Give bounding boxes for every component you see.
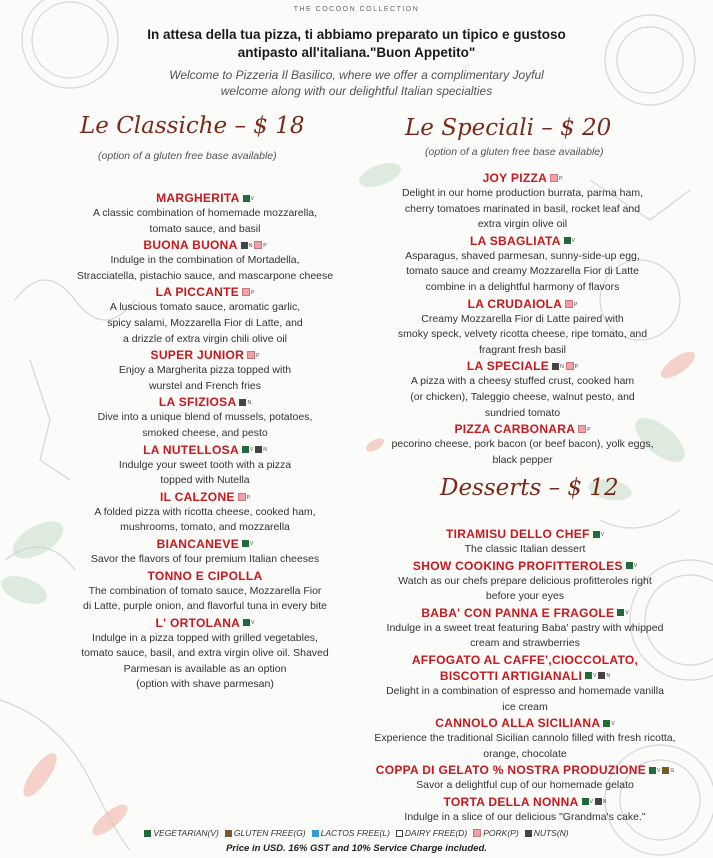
diet-square-icon	[238, 493, 246, 501]
legend-square-icon	[525, 830, 532, 837]
diet-square-icon	[603, 720, 610, 727]
legend-item	[225, 828, 306, 838]
menu-item-name-row	[365, 605, 685, 621]
menu-item-name: LA PICCANTE	[155, 285, 240, 300]
menu-item-description: Watch as our chefs prepare delicious profitteroles right	[398, 574, 652, 587]
menu-item-name: L' ORTOLANA	[155, 615, 241, 630]
menu-item-description: tomato sauce, basil, and extra virgin olive oil. Shaved	[81, 647, 329, 660]
diet-square-icon	[247, 351, 255, 359]
desserts-menu	[365, 526, 685, 826]
menu-item-name: LA SBAGLIATA	[469, 233, 561, 248]
menu-item-tags	[242, 288, 254, 296]
menu-item-tags	[565, 300, 577, 308]
diet-tag-p: P	[566, 362, 578, 370]
diet-tag-v: V	[626, 562, 637, 569]
menu-item-tags	[239, 399, 251, 406]
diet-tag-v: V	[649, 767, 660, 774]
menu-item-name: TORTA DELLA NONNA	[443, 794, 579, 809]
legend-label: LACTOS FREE(L)	[320, 828, 390, 838]
menu-item-description: (option with shave parmesan)	[136, 678, 274, 691]
diet-tag-g: G	[662, 767, 674, 774]
diet-tag-n: N	[595, 798, 607, 805]
menu-item-description: A pizza with a cheesy stuffed crust, cooked ham	[410, 375, 635, 388]
menu-item-tags	[578, 425, 590, 433]
diet-tag-p: P	[254, 241, 266, 249]
diet-tag-n: N	[552, 363, 564, 370]
diet-tag-v: V	[582, 798, 593, 805]
menu-item-description: smoky speck, velvety ricotta cheese, ripe tomato, and	[397, 328, 648, 341]
diet-tag-v: V	[243, 195, 254, 202]
menu-item-tags	[626, 562, 637, 569]
legend-label: NUTS(N)	[533, 828, 569, 838]
menu-item-tags	[649, 767, 674, 774]
menu-item-description: smoked cheese, and pesto	[142, 426, 268, 439]
menu-item-tags	[617, 609, 628, 616]
legend-square-icon	[473, 829, 481, 837]
menu-item-name: LA SFIZIOSA	[158, 395, 237, 410]
diet-square-icon	[578, 425, 586, 433]
intro-english: Welcome to Pizzeria Il Basilico, where we offer a complimentary Joyful welcome along with our delightful Italian specialties	[169, 68, 544, 98]
menu-item-tags	[242, 446, 267, 453]
menu-item-name-row	[370, 170, 675, 186]
menu-item-description: cherry tomatoes marinated in basil, rocket leaf and	[404, 202, 641, 215]
menu-item-name-row	[365, 652, 685, 668]
menu-item-description: Delight in our home production burrata, parma ham,	[401, 187, 644, 199]
diet-tag-v: V	[564, 237, 575, 244]
diet-square-icon	[582, 798, 589, 805]
diet-tag-n: N	[239, 399, 251, 406]
menu-item-description: wurstel and French fries	[148, 379, 262, 392]
legend-item	[144, 828, 219, 838]
menu-item-tags	[582, 798, 607, 805]
diet-square-icon	[649, 767, 656, 774]
dietary-legend	[0, 828, 713, 838]
diet-tag-v: V	[242, 540, 253, 547]
menu-item-name: TIRAMISU DELLO CHEF	[445, 527, 590, 541]
legend-item	[525, 828, 569, 838]
menu-item-description: A luscious tomato sauce, aromatic garlic,	[109, 301, 301, 314]
diet-square-icon	[598, 672, 605, 679]
menu-item-name: BIANCANEVE	[156, 536, 239, 551]
menu-item-description: combine in a delightful harmony of flavors	[425, 280, 620, 293]
legend-item	[312, 828, 390, 838]
menu-item-tags	[564, 237, 575, 244]
diet-square-icon	[552, 363, 559, 370]
menu-item-description: pecorino cheese, pork bacon (or beef bacon), yolk eggs,	[391, 438, 654, 451]
diet-tag-v: V	[243, 619, 254, 626]
diet-square-icon	[241, 242, 248, 249]
menu-item-description: Stracciatella, pistachio sauce, and mascarpone cheese	[76, 269, 334, 282]
classiche-note: (option of a gluten free base available)	[98, 150, 277, 162]
menu-item-tags	[243, 195, 254, 202]
menu-item-description: Indulge in a sweet treat featuring Baba' pastry with whipped	[386, 621, 664, 634]
legend-label: VEGETARIAN(V)	[153, 828, 219, 838]
menu-item-name-row	[70, 394, 340, 410]
menu-item-name: IL CALZONE	[159, 489, 235, 504]
diet-square-icon	[243, 195, 250, 202]
menu-item-description: orange, chocolate	[483, 747, 567, 760]
diet-square-icon	[254, 241, 262, 249]
menu-item-description: (or chicken), Taleggio cheese, walnut pesto, and	[410, 390, 635, 403]
menu-item-description: di Latte, purple onion, and flavorful tuna in every bite	[83, 600, 327, 613]
diet-tag-v: V	[617, 609, 628, 616]
speciali-note: (option of a gluten free base available)	[425, 146, 604, 158]
menu-item-description: sundried tomato	[484, 406, 561, 419]
menu-item-name: MARGHERITA	[156, 191, 240, 205]
diet-tag-p: P	[565, 300, 577, 308]
menu-item-name-row	[70, 442, 340, 458]
menu-item-name: COPPA DI GELATO % NOSTRA PRODUZIONE	[375, 763, 647, 778]
speciali-title: Le Speciali – $ 20	[405, 115, 612, 141]
menu-item-description: Indulge in the combination of Mortadella,	[110, 254, 300, 267]
menu-item-name-row	[70, 568, 340, 584]
diet-square-icon	[242, 540, 249, 547]
menu-item-description: ice cream	[502, 700, 548, 713]
menu-item-name: BUONA BUONA	[143, 238, 238, 253]
menu-item-description: Experience the traditional Sicilian cannolo filled with fresh ricotta,	[374, 732, 676, 745]
legend-square-icon	[312, 830, 319, 837]
diet-square-icon	[626, 562, 633, 569]
legend-label: DAIRY FREE(D)	[404, 828, 468, 838]
menu-item-name-row	[70, 347, 340, 363]
menu-item-description: topped with Nutella	[160, 474, 250, 487]
diet-tag-v: V	[242, 446, 253, 453]
menu-item-tags	[247, 351, 259, 359]
menu-item-name-row	[70, 615, 340, 631]
diet-tag-n: N	[241, 242, 253, 249]
menu-item-description: before your eyes	[485, 590, 565, 603]
menu-item-description: extra virgin olive oil	[477, 218, 568, 231]
legend-label: PORK(P)	[483, 828, 519, 838]
menu-item-name-row	[70, 237, 340, 253]
menu-item-description: tomato sauce and creamy Mozzarella Fior di Latte	[406, 265, 639, 278]
legend-label: GLUTEN FREE(G)	[233, 828, 306, 838]
menu-item-description: The classic Italian dessert	[464, 543, 586, 555]
menu-item-tags	[603, 720, 614, 727]
menu-item-name-row	[365, 794, 685, 810]
menu-item-description: black pepper	[492, 453, 553, 466]
menu-item-tags	[241, 241, 267, 249]
menu-item-tags	[242, 540, 253, 547]
menu-item-description: Parmesan is available as an option	[123, 662, 287, 675]
menu-item-name-row	[370, 421, 675, 437]
menu-item-name: TONNO E CIPOLLA	[147, 568, 263, 583]
menu-item-description: Savor the flavors of four premium Italian cheeses	[90, 552, 320, 565]
diet-tag-p: P	[550, 174, 562, 182]
menu-item-description: tomato sauce, and basil	[149, 222, 261, 235]
diet-square-icon	[585, 672, 592, 679]
diet-tag-p: P	[238, 493, 250, 501]
menu-item-tags	[552, 362, 578, 370]
menu-item-name: LA CRUDAIOLA	[467, 296, 563, 311]
menu-item-description: Indulge in a pizza topped with grilled vegetables,	[92, 631, 318, 644]
menu-item-tags	[550, 174, 562, 182]
menu-item-description: Indulge in a slice of our delicious "Grandma's cake."	[404, 810, 646, 823]
diet-tag-p: P	[578, 425, 590, 433]
diet-square-icon	[564, 237, 571, 244]
menu-item-description: Indulge your sweet tooth with a pizza	[118, 458, 292, 471]
menu-item-name-row	[365, 668, 685, 684]
diet-tag-p: P	[247, 351, 259, 359]
diet-square-icon	[617, 609, 624, 616]
diet-square-icon	[593, 531, 600, 538]
menu-item-name: SUPER JUNIOR	[150, 348, 245, 363]
menu-item-name: CANNOLO ALLA SICILIANA	[435, 716, 601, 731]
menu-item-description: Delight in a combination of espresso and homemade vanilla	[386, 684, 664, 697]
menu-item-name-row	[370, 233, 675, 249]
menu-item-name: BISCOTTI ARTIGIANALI	[439, 668, 583, 683]
menu-item-description: The combination of tomato sauce, Mozzarella Fior	[88, 584, 322, 597]
diet-tag-v: V	[593, 531, 604, 538]
legend-square-icon	[396, 830, 403, 837]
menu-item-tags	[585, 672, 610, 679]
menu-item-name-row	[70, 536, 340, 552]
menu-item-name-row	[365, 715, 685, 731]
menu-item-tags	[238, 493, 250, 501]
diet-square-icon	[243, 619, 250, 626]
menu-item-description: A folded pizza with ricotta cheese, cooked ham,	[94, 505, 316, 518]
menu-item-description: A classic combination of homemade mozzarella,	[92, 207, 318, 219]
diet-square-icon	[595, 798, 602, 805]
diet-square-icon	[566, 362, 574, 370]
diet-square-icon	[242, 446, 249, 453]
diet-square-icon	[239, 399, 246, 406]
desserts-title: Desserts – $ 12	[440, 475, 619, 501]
legend-square-icon	[225, 830, 232, 837]
classiche-title: Le Classiche – $ 18	[80, 113, 305, 139]
menu-item-tags	[593, 531, 604, 538]
menu-item-description: mushrooms, tomato, and mozzarella	[120, 521, 290, 534]
price-footer: Price in USD. 16% GST and 10% Service Charge included.	[226, 843, 487, 854]
menu-item-name-row	[365, 762, 685, 778]
menu-item-name-row	[365, 526, 685, 542]
diet-tag-n: N	[255, 446, 267, 453]
diet-square-icon	[242, 288, 250, 296]
intro-italian: In attesa della tua pizza, ti abbiamo preparato un tipico e gustoso antipasto all'italiana."Buon Appetito"	[147, 27, 566, 60]
diet-square-icon	[565, 300, 573, 308]
menu-item-description: a drizzle of extra virgin chili olive oil	[123, 332, 287, 345]
menu-item-name: JOY PIZZA	[482, 171, 548, 185]
legend-square-icon	[144, 830, 151, 837]
diet-square-icon	[662, 767, 669, 774]
menu-item-name: AFFOGATO AL CAFFE',CIOCCOLATO,	[411, 652, 639, 667]
menu-item-name: PIZZA CARBONARA	[454, 422, 576, 437]
classiche-menu	[70, 190, 340, 693]
diet-tag-v: V	[585, 672, 596, 679]
menu-item-description: Enjoy a Margherita pizza topped with	[118, 364, 292, 377]
menu-item-name-row	[70, 190, 340, 206]
legend-item	[473, 828, 518, 838]
menu-item-name: BABA' CON PANNA E FRAGOLE	[421, 605, 615, 620]
menu-item-description: spicy salami, Mozzarella Fior di Latte, and	[107, 316, 303, 329]
menu-item-description: Asparagus, shaved parmesan, sunny-side-up egg,	[405, 249, 640, 262]
legend-item	[396, 828, 467, 838]
menu-item-description: fragrant fresh basil	[479, 343, 566, 356]
menu-item-name: LA SPECIALE	[466, 359, 550, 374]
menu-item-description: Dive into a unique blend of mussels, potatoes,	[97, 411, 313, 424]
menu-item-description: cream and strawberries	[470, 637, 580, 650]
diet-tag-v: V	[603, 720, 614, 727]
menu-item-tags	[243, 619, 254, 626]
menu-item-name: SHOW COOKING PROFITTEROLES	[412, 558, 623, 573]
collection-label: THE COCOON COLLECTION	[293, 6, 420, 13]
diet-square-icon	[550, 174, 558, 182]
menu-item-description: Creamy Mozzarella Fior di Latte paired with	[421, 312, 624, 325]
menu-item-name: LA NUTELLOSA	[143, 442, 239, 457]
menu-item-name-row	[365, 558, 685, 574]
menu-item-description: Savor a delightful cup of our homemade gelato	[416, 779, 634, 792]
menu-item-name-row	[70, 284, 340, 300]
speciali-menu	[370, 170, 675, 468]
diet-tag-p: P	[242, 288, 254, 296]
diet-tag-n: N	[598, 672, 610, 679]
menu-item-name-row	[370, 358, 675, 374]
menu-item-name-row	[370, 296, 675, 312]
menu-item-name-row	[70, 489, 340, 505]
diet-square-icon	[255, 446, 262, 453]
